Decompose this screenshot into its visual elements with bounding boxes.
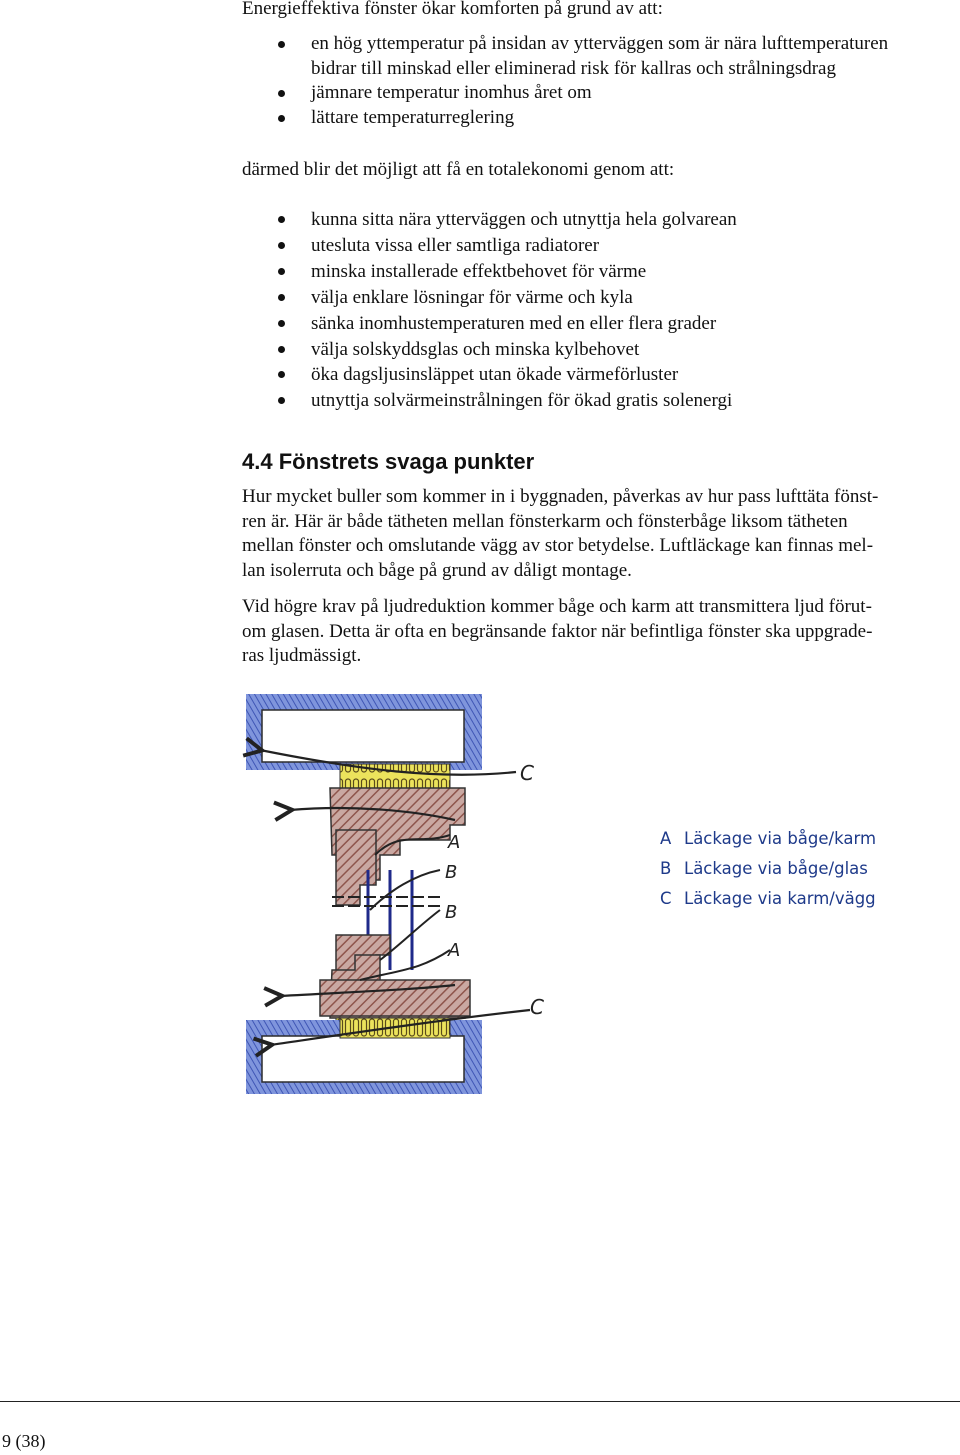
list-item: kunna sitta nära ytterväggen och utnyttja hela golvarean: [242, 207, 960, 233]
figure-label-c-top: C: [520, 761, 534, 785]
window-leakage-figure: [240, 680, 570, 1098]
economy-bullet-list: [242, 207, 960, 414]
legend-item: B Läckage via båge/glas: [660, 859, 868, 878]
footer-divider: [0, 1401, 960, 1402]
figure-label-a-top: A: [448, 832, 461, 853]
bullet-icon: [278, 41, 285, 48]
figure-label-b-top: B: [445, 862, 458, 883]
wall-top-core: [262, 710, 464, 762]
bullet-icon: [278, 90, 285, 97]
bullet-icon: [278, 268, 285, 275]
window-section-drawing: [240, 680, 570, 1098]
economy-intro-text: därmed blir det möjligt att få en totalekonomi genom att:: [242, 159, 675, 180]
bullet-icon: [278, 371, 285, 378]
list-item: öka dagsljusinsläppet utan ökade värmeförluster: [242, 362, 960, 388]
figure-legend: [660, 826, 876, 916]
bullet-icon: [278, 216, 285, 223]
bullet-icon: [278, 115, 285, 122]
bullet-icon: [278, 397, 285, 404]
list-item: en hög yttemperatur på insidan av ytterväggen som är nära lufttemperaturen bidrar till minskad eller eliminerad risk för kallras och strålningsdrag: [242, 32, 960, 81]
list-item: utesluta vissa eller samtliga radiatorer: [242, 233, 960, 259]
figure-label-b-bottom: B: [445, 902, 458, 923]
legend-item: A Läckage via båge/karm: [660, 829, 877, 848]
bullet-icon: [278, 320, 285, 327]
list-item: sänka inomhustemperaturen med en eller flera grader: [242, 311, 960, 337]
section-heading: 4.4 Fönstrets svaga punkter: [242, 449, 535, 474]
list-item: jämnare temperatur inomhus året om: [242, 81, 960, 106]
bullet-icon: [278, 294, 285, 301]
bullet-icon: [278, 242, 285, 249]
sound-reduction-paragraph: Vid högre krav på ljudreduktion kommer båge och karm att transmittera ljud förut- om glasen. Detta är ofta en begränsande faktor när befintliga fönster ska uppgrade- ras ljudmässigt.: [242, 596, 873, 667]
wall-bottom-core: [262, 1036, 464, 1082]
intro-text: Energieffektiva fönster ökar komforten på grund av att:: [242, 0, 663, 19]
list-item: utnyttja solvärmeinstrålningen för ökad gratis solenergi: [242, 388, 960, 414]
list-item: välja solskyddsglas och minska kylbehovet: [242, 337, 960, 363]
sash-upper: [336, 830, 376, 905]
airtightness-paragraph: Hur mycket buller som kommer in i byggnaden, påverkas av hur pass lufttäta fönst- ren är. Här är både tätheten mellan fönsterkarm och fönsterbåge liksom tätheten mellan fönster och omslutande vägg av stor betydelse. Luftläckage kan finnas mel- lan isolerruta och båge på grund av dåligt montage.: [242, 486, 879, 581]
figure-label-a-bottom: A: [448, 940, 461, 961]
list-item: välja enklare lösningar för värme och kyla: [242, 285, 960, 311]
comfort-bullet-list: [242, 32, 960, 130]
figure-label-c-bottom: C: [530, 995, 544, 1019]
list-item: minska installerade effektbehovet för värme: [242, 259, 960, 285]
bullet-icon: [278, 346, 285, 353]
legend-item: C Läckage via karm/vägg: [660, 889, 876, 908]
page-number: 9 (38): [2, 1431, 46, 1451]
list-item: lättare temperaturreglering: [242, 106, 960, 131]
